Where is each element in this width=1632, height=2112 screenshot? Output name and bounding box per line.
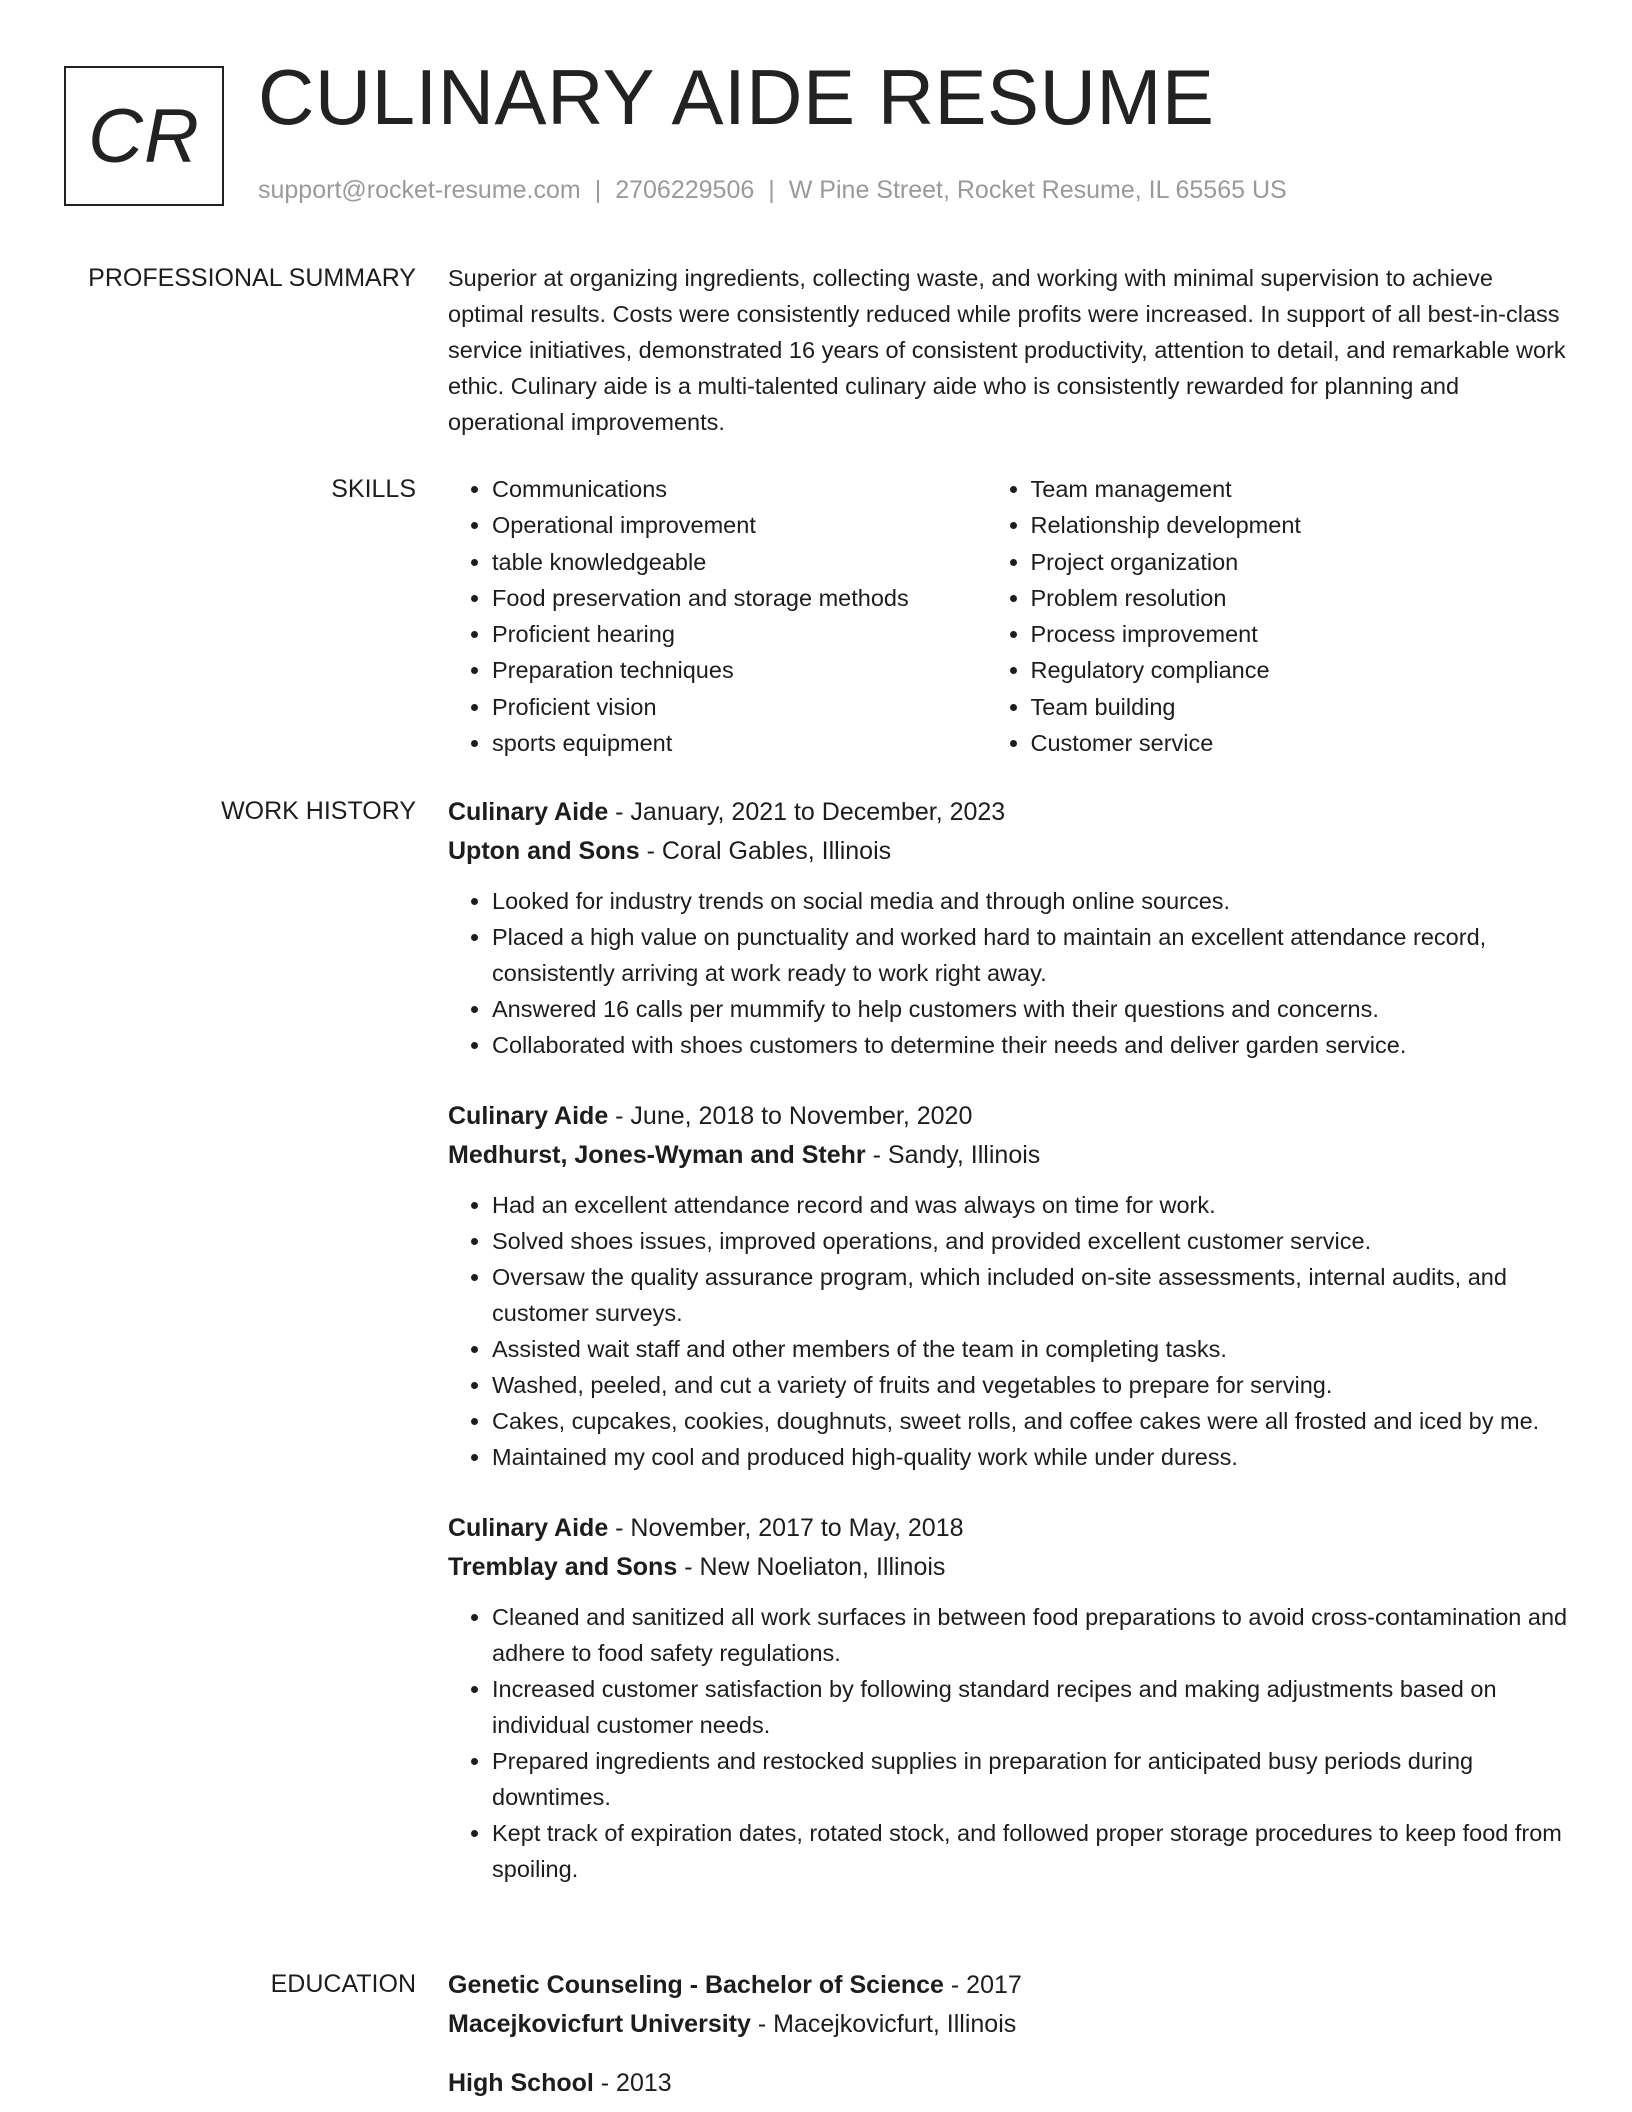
skill-item: • Team management bbox=[1031, 471, 1569, 507]
job-bullet: • Cakes, cupcakes, cookies, doughnuts, sweet rolls, and coffee cakes were all frosted and iced by me. bbox=[492, 1403, 1568, 1439]
section-label-work-history: WORK HISTORY bbox=[221, 797, 416, 825]
education-school-line bbox=[448, 2005, 1568, 2044]
job-bullets bbox=[448, 883, 1568, 1063]
contact-separator: | bbox=[768, 176, 775, 204]
skill-item: • Proficient hearing bbox=[492, 616, 987, 652]
skill-item: • Food preservation and storage methods bbox=[492, 580, 987, 616]
work-history-body bbox=[448, 793, 1568, 1887]
skill-item: • Proficient vision bbox=[492, 689, 987, 725]
skill-item: • Communications bbox=[492, 471, 987, 507]
education-year: - 2013 bbox=[593, 2069, 672, 2097]
education-location: - Macejkovicfurt, Illinois bbox=[750, 2010, 1017, 2038]
skill-item: • Preparation techniques bbox=[492, 652, 987, 688]
contact-email[interactable]: support@rocket-resume.com bbox=[258, 176, 581, 204]
job-dates: - November, 2017 to May, 2018 bbox=[608, 1514, 964, 1542]
education-entry bbox=[448, 2064, 1568, 2103]
skill-item: • table knowledgeable bbox=[492, 544, 987, 580]
job-location: - New Noeliaton, Illinois bbox=[677, 1553, 946, 1581]
monogram-initials: CR bbox=[88, 93, 200, 179]
job-bullet: • Had an excellent attendance record and was always on time for work. bbox=[492, 1187, 1568, 1223]
job-bullet: • Collaborated with shoes customers to determine their needs and deliver garden service. bbox=[492, 1027, 1568, 1063]
skill-item: • Regulatory compliance bbox=[1031, 652, 1569, 688]
job-bullets bbox=[448, 1187, 1568, 1475]
contact-separator: | bbox=[594, 176, 602, 204]
education-school: Macejkovicfurt University bbox=[448, 2010, 751, 2038]
skills-column-1 bbox=[448, 471, 987, 761]
job-bullets bbox=[448, 1599, 1568, 1887]
job-title: Culinary Aide bbox=[448, 798, 609, 826]
job-bullet: • Oversaw the quality assurance program, which included on-site assessments, internal audits, and customer surveys. bbox=[492, 1259, 1568, 1331]
job-location: - Coral Gables, Illinois bbox=[639, 837, 892, 865]
skill-item: • Operational improvement bbox=[492, 507, 987, 543]
section-label-skills: SKILLS bbox=[331, 475, 416, 503]
job-dates: - June, 2018 to November, 2020 bbox=[608, 1102, 973, 1130]
job-company-line bbox=[448, 1548, 1568, 1587]
job-company: Upton and Sons bbox=[448, 837, 640, 865]
contact-line bbox=[258, 174, 1287, 206]
job-bullet: • Placed a high value on punctuality and worked hard to maintain an excellent attendance record, consistently arriving at work ready to work right away. bbox=[492, 919, 1568, 991]
job-bullet: • Answered 16 calls per mummify to help customers with their questions and concerns. bbox=[492, 991, 1568, 1027]
job-bullet: • Washed, peeled, and cut a variety of fruits and vegetables to prepare for serving. bbox=[492, 1367, 1568, 1403]
summary-body bbox=[448, 260, 1568, 440]
education-degree: Genetic Counseling - Bachelor of Science bbox=[448, 1971, 944, 1999]
skill-item: • sports equipment bbox=[492, 725, 987, 761]
skill-item: • Problem resolution bbox=[1031, 580, 1569, 616]
job-entry bbox=[448, 1097, 1568, 1475]
section-label-summary: PROFESSIONAL SUMMARY bbox=[88, 264, 416, 292]
job-bullet: • Solved shoes issues, improved operations, and provided excellent customer service. bbox=[492, 1223, 1568, 1259]
education-entry bbox=[448, 1966, 1568, 2044]
job-title-line bbox=[448, 793, 1568, 832]
job-bullet: • Looked for industry trends on social media and through online sources. bbox=[492, 883, 1568, 919]
resume-title: CULINARY AIDE RESUME bbox=[258, 53, 1215, 141]
skill-item: • Team building bbox=[1031, 689, 1569, 725]
skill-item: • Process improvement bbox=[1031, 616, 1569, 652]
job-location: - Sandy, Illinois bbox=[865, 1141, 1041, 1169]
contact-address: W Pine Street, Rocket Resume, IL 65565 US bbox=[788, 176, 1287, 204]
job-bullet: • Kept track of expiration dates, rotated stock, and followed proper storage procedures to keep food from spoiling. bbox=[492, 1815, 1568, 1887]
job-bullet: • Prepared ingredients and restocked supplies in preparation for anticipated busy periods during downtimes. bbox=[492, 1743, 1568, 1815]
job-bullet: • Maintained my cool and produced high-quality work while under duress. bbox=[492, 1439, 1568, 1475]
section-label-education: EDUCATION bbox=[270, 1970, 416, 1998]
job-bullet: • Increased customer satisfaction by following standard recipes and making adjustments based on individual customer needs. bbox=[492, 1671, 1568, 1743]
skill-item: • Customer service bbox=[1031, 725, 1569, 761]
job-title-line bbox=[448, 1509, 1568, 1548]
job-bullet: • Cleaned and sanitized all work surfaces in between food preparations to avoid cross-contamination and adhere to food safety regulations. bbox=[492, 1599, 1568, 1671]
job-title: Culinary Aide bbox=[448, 1102, 609, 1130]
skill-item: • Project organization bbox=[1031, 544, 1569, 580]
education-degree-line bbox=[448, 2064, 1568, 2103]
job-bullet: • Assisted wait staff and other members of the team in completing tasks. bbox=[492, 1331, 1568, 1367]
job-title: Culinary Aide bbox=[448, 1514, 609, 1542]
job-entry bbox=[448, 793, 1568, 1063]
skills-body bbox=[448, 471, 1568, 761]
job-company: Medhurst, Jones-Wyman and Stehr bbox=[448, 1141, 866, 1169]
job-company-line bbox=[448, 1136, 1568, 1175]
education-degree-line bbox=[448, 1966, 1568, 2005]
summary-text: Superior at organizing ingredients, collecting waste, and working with minimal supervision to achieve optimal results. Costs were consistently reduced while profits were increased. In support of all best-in-class service initiatives, demonstrated 16 years of consistent productivity, attention to detail, and remarkable work ethic. Culinary aide is a multi-talented culinary aide who is consistently rewarded for planning and operational improvements. bbox=[448, 265, 1566, 435]
contact-phone[interactable]: 2706229506 bbox=[615, 176, 755, 204]
education-body bbox=[448, 1966, 1568, 2103]
education-degree: High School bbox=[448, 2069, 594, 2097]
job-dates: - January, 2021 to December, 2023 bbox=[608, 798, 1006, 826]
job-entry bbox=[448, 1509, 1568, 1887]
job-company-line bbox=[448, 832, 1568, 871]
skills-column-2 bbox=[987, 471, 1569, 761]
job-title-line bbox=[448, 1097, 1568, 1136]
education-year: - 2017 bbox=[943, 1971, 1022, 1999]
skill-item: • Relationship development bbox=[1031, 507, 1569, 543]
monogram-box bbox=[64, 66, 224, 206]
job-company: Tremblay and Sons bbox=[448, 1553, 678, 1581]
